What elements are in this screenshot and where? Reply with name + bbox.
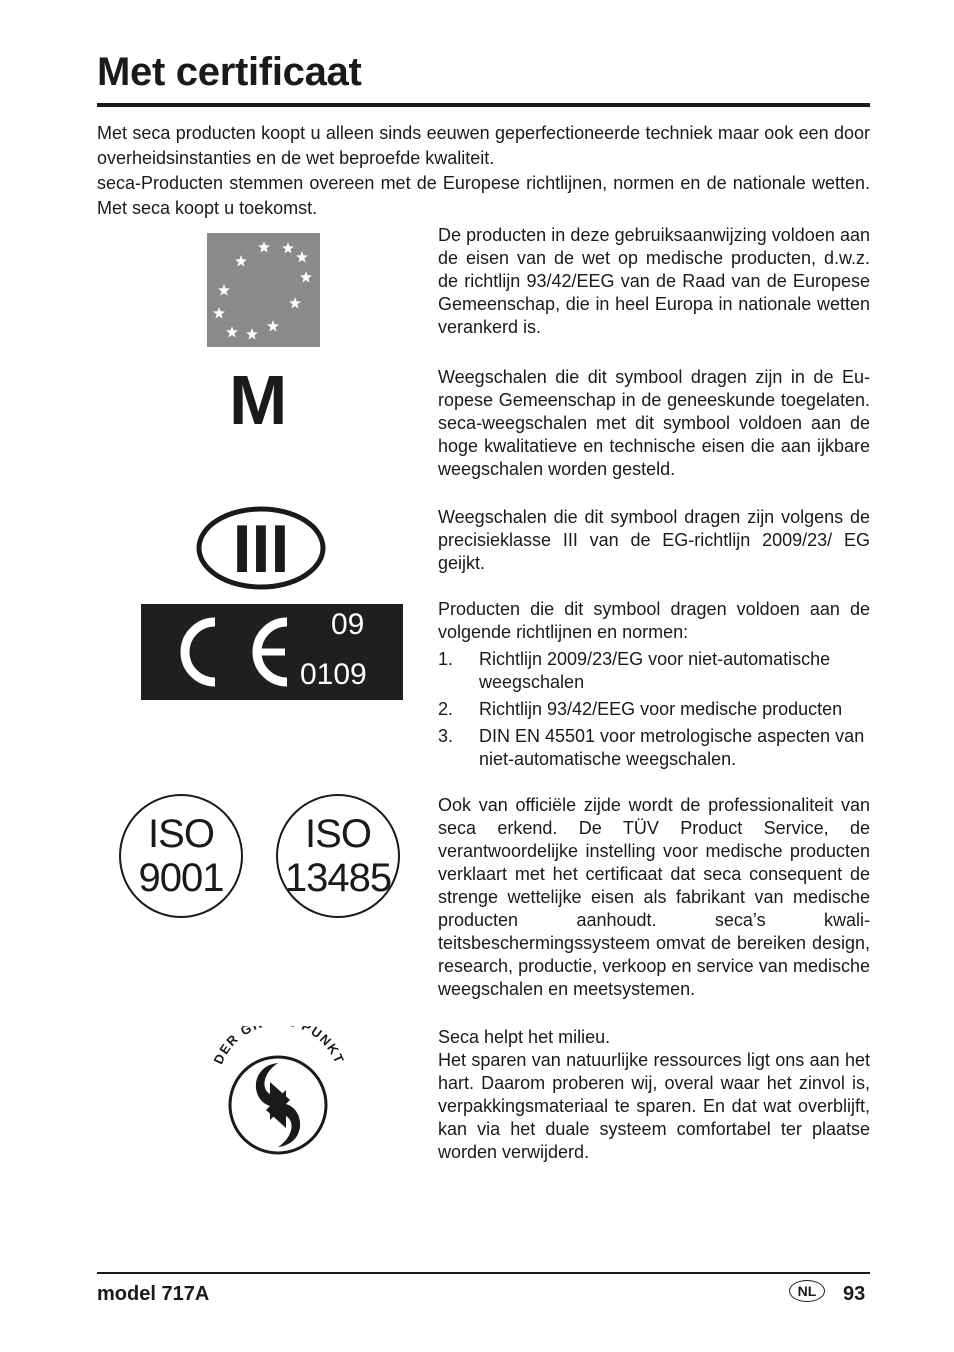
iso-9001-top: ISO <box>148 812 214 856</box>
footer-divider <box>97 1272 870 1274</box>
list-item: 3. DIN EN 45501 voor metrologische aspecten van niet-automatische weegschalen. <box>438 726 865 769</box>
page-number: 93 <box>843 1283 866 1305</box>
iso-13485-badge <box>276 794 400 918</box>
intro-paragraph-1: Met seca producten koopt u alleen sinds eeuwen geperfectioneerde techniek maar ook een door overheidsinstanties en de wet beproefde kwaliteit. <box>97 123 870 168</box>
m-symbol: M <box>229 361 288 439</box>
accuracy-class-label: III <box>232 511 290 587</box>
iso-9001-bottom: 9001 <box>138 856 224 900</box>
eu-description: De producten in deze gebruiksaanwijzing voldoen aan de eisen van de wet op medische producten, d.w.z. de richtlijn 93/42/EEG van de Raad van de Europese Gemeenschap, die in heel Europa in nationale wetten verankerd is. <box>438 225 870 337</box>
iso-13485-bottom: 13485 <box>284 856 392 900</box>
directive-list <box>438 648 870 771</box>
green-dot-logo-icon <box>198 1026 358 1166</box>
milieu-description: Seca helpt het milieu. Het sparen van natuurlijke ressources ligt ons aan het hart. Daarom proberen wij, overal waar het zinvol is, verpakkingsmateriaal te sparen. En dat wat overblijft, kan via het duale systeem comfortabel ter plaatse worden verwijderd. <box>438 1027 870 1162</box>
ce-notified-body: 0109 <box>300 658 367 691</box>
class-description: Weegschalen die dit symbool dragen zijn volgens de precisieklasse III van de EG-richtlijn 2009/23/ EG geijkt. <box>438 507 870 573</box>
model-label: model 717A <box>97 1283 210 1305</box>
list-item: 1. Richtlijn 2009/23/EG voor niet-automatische weegschalen <box>438 649 831 692</box>
ce-year: 09 <box>331 608 365 641</box>
page-title: Met certificaat <box>97 50 362 94</box>
ce-description: Producten die dit symbool dragen voldoen aan de volgende richtlijnen en normen: 1. Richtlijn 2009/23/EG voor niet-automatische weegschalen 2. Richtlijn 93/42/EEG voor medische producten 3. DIN EN 45501 voor metrologische aspecten van niet-automatische weegschalen. <box>438 599 870 769</box>
intro-paragraph-2: seca-Producten stemmen overeen met de Europese richtlijnen, normen en de nationale wetten. Met seca koopt u toekomst. <box>97 173 870 218</box>
iso-9001-badge <box>119 794 243 918</box>
title-divider <box>97 103 870 107</box>
intro-text <box>97 121 870 221</box>
ce-logo-icon <box>141 604 301 700</box>
list-item: 2. Richtlijn 93/42/EEG voor medische producten <box>438 699 843 719</box>
language-badge: NL <box>789 1280 825 1302</box>
green-dot-label: DER G PUNKT <box>210 1026 348 1067</box>
iso-description: Ook van officiële zijde wordt de professionaliteit van seca erkend. De TÜV Product Service, de verantwoordelijke instelling voor medische producten verklaart met het certificaat dat seca consequent de strenge wettelijke eisen als fabrikant van medische producten aanhoudt. seca’s kwaliteitsbeschermingssysteem omvat de bereiken design, research, productie, verkoop en service van medische weegschalen en meetsystemen. <box>438 795 870 999</box>
iso-13485-top: ISO <box>305 812 371 856</box>
m-description: Weegschalen die dit symbool dragen zijn in de Europese Gemeenschap in de geneeskunde toegelaten. seca-weegschalen met dit symbool voldoen aan de hoge kwalitatieve en technische eisen die aan ijkbare weegschalen worden gesteld. <box>438 367 870 479</box>
accuracy-class-symbol <box>196 506 326 595</box>
eu-flag-icon <box>207 233 320 347</box>
